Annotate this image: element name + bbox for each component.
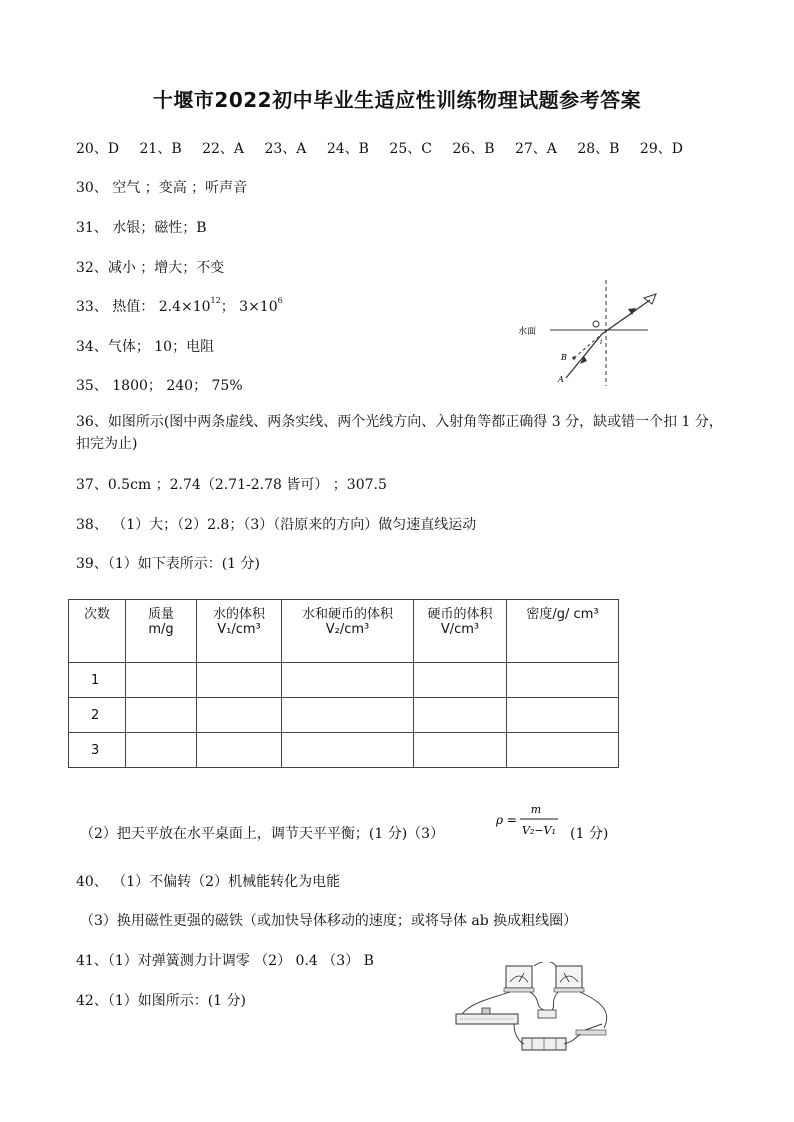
answer-28: 28、B [577, 141, 620, 157]
answer-36: 36、如图所示(图中两条虚线、两条实线、两个光线方向、入射角等都正确得 3 分，缺或错一个扣 1 分，扣完为止) [76, 414, 723, 452]
answer-20: 20、D [76, 141, 120, 157]
answers-20-29 [76, 138, 683, 158]
answer-24: 24、B [326, 141, 369, 157]
answer-41: 41、（1）对弹簧测力计调零 （2） 0.4 （3） B [76, 953, 374, 969]
angle-i-label: i [600, 338, 603, 346]
header-water-coin-volume: 水和硬币的体积 V₂/cm³ [282, 600, 414, 663]
svg-text:ρ =: ρ = [496, 813, 517, 827]
answer-29: 29、D [639, 141, 683, 157]
answer-40-3: （3）换用磁性更强的磁铁（或加快导体移动的速度；或将导体 ab 换成粗线圈） [80, 913, 578, 929]
answer-25: 25、C [389, 141, 432, 157]
answer-33: 33、 热值： $2.4\times 10^{12}$； $3\times 10^6$ [76, 296, 283, 315]
svg-text:V₂−V₁: V₂−V₁ [522, 824, 556, 837]
answer-39-score: (1 分) [570, 826, 609, 842]
circuit-diagram [452, 962, 622, 1057]
answer-23: 23、A [264, 141, 307, 157]
answer-39-1: 39、（1）如下表所示：(1 分) [76, 556, 261, 572]
answer-34: 34、气体； 10；电阻 [76, 339, 215, 355]
refraction-diagram [514, 278, 674, 388]
page-title: 十堰市2022初中毕业生适应性训练物理试题参考答案 [152, 88, 642, 112]
answer-26: 26、B [452, 141, 495, 157]
svg-text:m: m [530, 803, 542, 816]
ammeter-icon [506, 966, 532, 988]
point-a-label: A [558, 375, 564, 384]
density-table [68, 599, 619, 768]
answer-40-1: 40、 （1）不偏转（2）机械能转化为电能 [76, 874, 341, 890]
point-b-label: B [561, 353, 567, 362]
density-formula [496, 800, 566, 844]
header-coin-volume: 硬币的体积 V/cm³ [414, 600, 507, 663]
table-row: 2 [69, 698, 619, 733]
header-mass: 质量 m/g [126, 600, 197, 663]
answer-30: 30、 空气 ；变高 ；听声音 [76, 180, 248, 196]
answer-22: 22、A [202, 141, 244, 157]
water-surface-label: 水面 [518, 327, 537, 337]
voltmeter-icon [556, 966, 582, 988]
answer-42: 42、（1）如图所示：(1 分) [76, 993, 247, 1009]
header-density: 密度/g/ cm³ [507, 600, 619, 663]
answer-37: 37、0.5cm ；2.74（2.71-2.78 皆可） ；307.5 [76, 477, 387, 493]
header-water-volume: 水的体积 V₁/cm³ [197, 600, 282, 663]
table-row: 3 [69, 733, 619, 768]
answer-21: 21、B [139, 141, 182, 157]
answer-35: 35、 1800； 240； 75% [76, 378, 243, 394]
table-row: 1 [69, 663, 619, 698]
answer-32: 32、减小 ；增大；不变 [76, 260, 225, 276]
answer-31: 31、 水银；磁性；B [76, 220, 207, 236]
answer-38: 38、 （1）大；（2）2.8；（3）（沿原来的方向）做匀速直线运动 [76, 517, 477, 533]
header-count: 次数 [69, 600, 126, 663]
answer-27: 27、A [514, 141, 557, 157]
answer-39-2: （2）把天平放在水平桌面上，调节天平平衡；(1 分)（3） [80, 826, 445, 842]
table-header-row [69, 600, 619, 663]
